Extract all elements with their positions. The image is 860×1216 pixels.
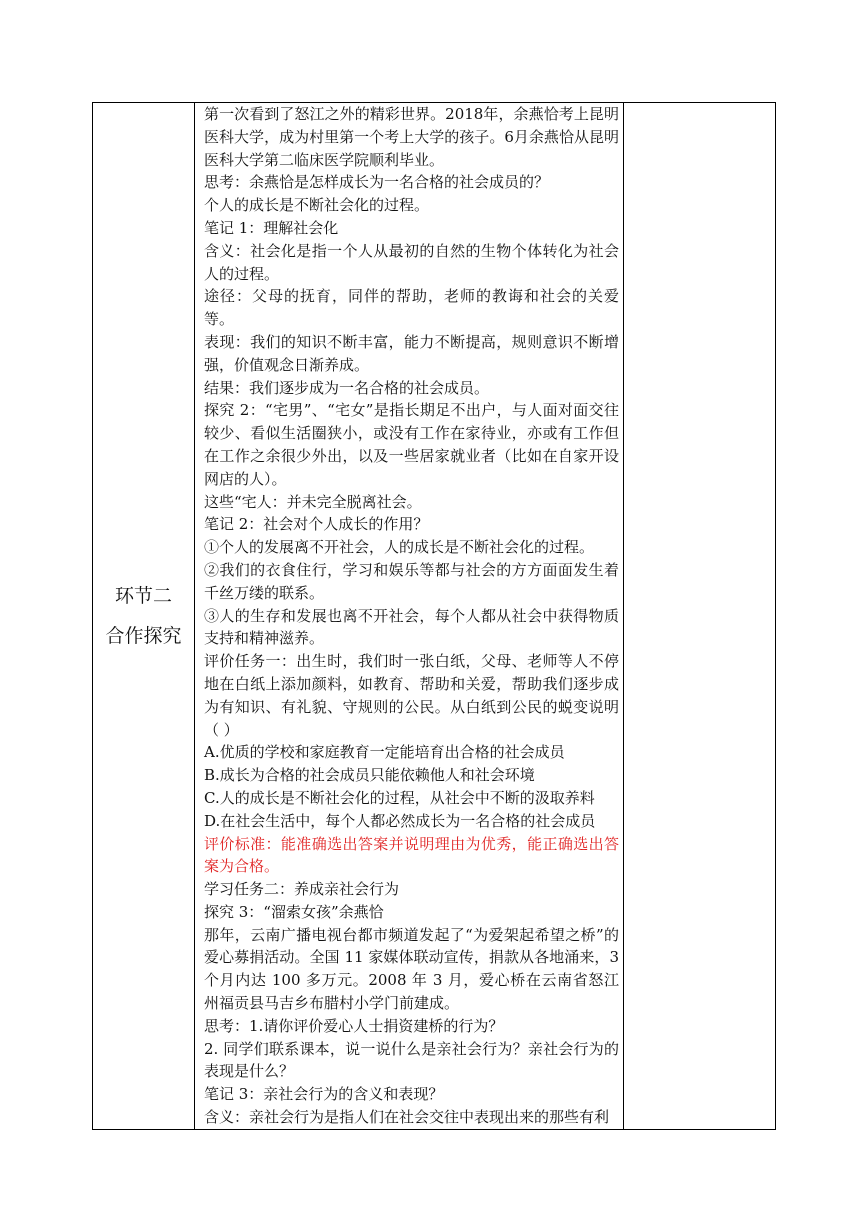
- content-paragraph: 思考：余燕恰是怎样成长为一名合格的社会成员的？: [204, 173, 550, 192]
- content-paragraph: 结果：我们逐步成为一名合格的社会成员。: [204, 378, 490, 397]
- table-row: [93, 103, 776, 1130]
- content-paragraph: ③人的生存和发展也离不开社会，每个人都从社会中获得物质支持和精神滋养。: [204, 606, 619, 648]
- content-paragraph: 表现：我们的知识不断丰富，能力不断提高，规则意识不断增强，价值观念日渐养成。: [204, 332, 619, 374]
- content-paragraph: 探究 3：“溜索女孩”余燕恰: [204, 902, 384, 921]
- lesson-plan-table: [92, 102, 776, 1130]
- content-paragraph: B.成长为合格的社会成员只能依赖他人和社会环境: [204, 766, 535, 785]
- content-paragraph: 学习任务二：养成亲社会行为: [204, 880, 400, 899]
- content-paragraph: 笔记 1：理解社会化: [204, 218, 339, 237]
- lesson-content: [195, 103, 623, 1129]
- content-paragraph: 笔记 2：社会对个人成长的作用？: [204, 515, 429, 534]
- content-paragraph: 2. 同学们联系课本，说一说什么是亲社会行为？亲社会行为的表现是什么？: [204, 1039, 619, 1081]
- content-paragraph: A.优质的学校和家庭教育一定能培育出合格的社会成员: [204, 743, 565, 762]
- stage-title-line1: 环节二: [114, 584, 172, 607]
- content-paragraph: ②我们的衣食住行，学习和娱乐等都与社会的方方面面发生着千丝万缕的联系。: [204, 560, 619, 602]
- content-cell: [195, 103, 624, 1130]
- content-paragraph: 那年，云南广播电视台都市频道发起了“为爱架起希望之桥”的爱心募捐活动。全国 11 家媒体联动宣传，捐款从各地涌来，3个月内达 100 多万元。2008 年 3 月，爱心桥在云南省怒江州福贡县马吉乡布腊村小学门前建成。: [204, 925, 619, 1013]
- content-paragraph: ①个人的发展离不开社会，人的成长是不断社会化的过程。: [204, 538, 595, 557]
- content-paragraph: 含义：社会化是指一个人从最初的自然的生物个体转化为社会人的过程。: [204, 241, 619, 283]
- content-paragraph: 思考：1.请你评价爱心人士捐资建桥的行为？: [204, 1016, 504, 1035]
- content-paragraph: D.在社会生活中，每个人都必然成长为一名合格的社会成员: [204, 811, 596, 830]
- content-paragraph: 评价标准：能准确选出答案并说明理由为优秀，能正确选出答案为合格。: [204, 834, 619, 876]
- content-paragraph: 途径：父母的抚育，同伴的帮助，老师的教诲和社会的关爱等。: [204, 287, 619, 329]
- content-paragraph: 第一次看到了怒江之外的精彩世界。2018年，余燕恰考上昆明医科大学，成为村里第一个考上大学的孩子。6月余燕恰从昆明医科大学第二临床医学院顺利毕业。: [204, 105, 619, 169]
- content-paragraph: 探究 2：“宅男”、“宅女”是指长期足不出户，与人面对面交往较少、看似生活圈狭小，或没有工作在家待业，亦或有工作但在工作之余很少外出，以及一些居家就业者（比如在自家开设网店的人）。: [204, 401, 619, 488]
- stage-cell: [93, 103, 195, 1130]
- content-paragraph: 含义：亲社会行为是指人们在社会交往中表现出来的那些有利: [204, 1108, 610, 1127]
- content-paragraph: 这些“宅人：并未完全脱离社会。: [204, 492, 422, 511]
- notes-cell: [624, 103, 776, 1130]
- stage-title-line2: 合作探究: [105, 624, 182, 647]
- content-paragraph: 评价任务一：出生时，我们时一张白纸，父母、老师等人不停地在白纸上添加颜料，如教育、帮助和关爱，帮助我们逐步成为有知识、有礼貌、守规则的公民。从白纸到公民的蜕变说明（ ）: [204, 652, 619, 739]
- content-paragraph: C.人的成长是不断社会化的过程，从社会中不断的汲取养料: [204, 788, 595, 807]
- content-paragraph: 笔记 3：亲社会行为的含义和表现？: [204, 1085, 444, 1104]
- content-paragraph: 个人的成长是不断社会化的过程。: [204, 196, 430, 215]
